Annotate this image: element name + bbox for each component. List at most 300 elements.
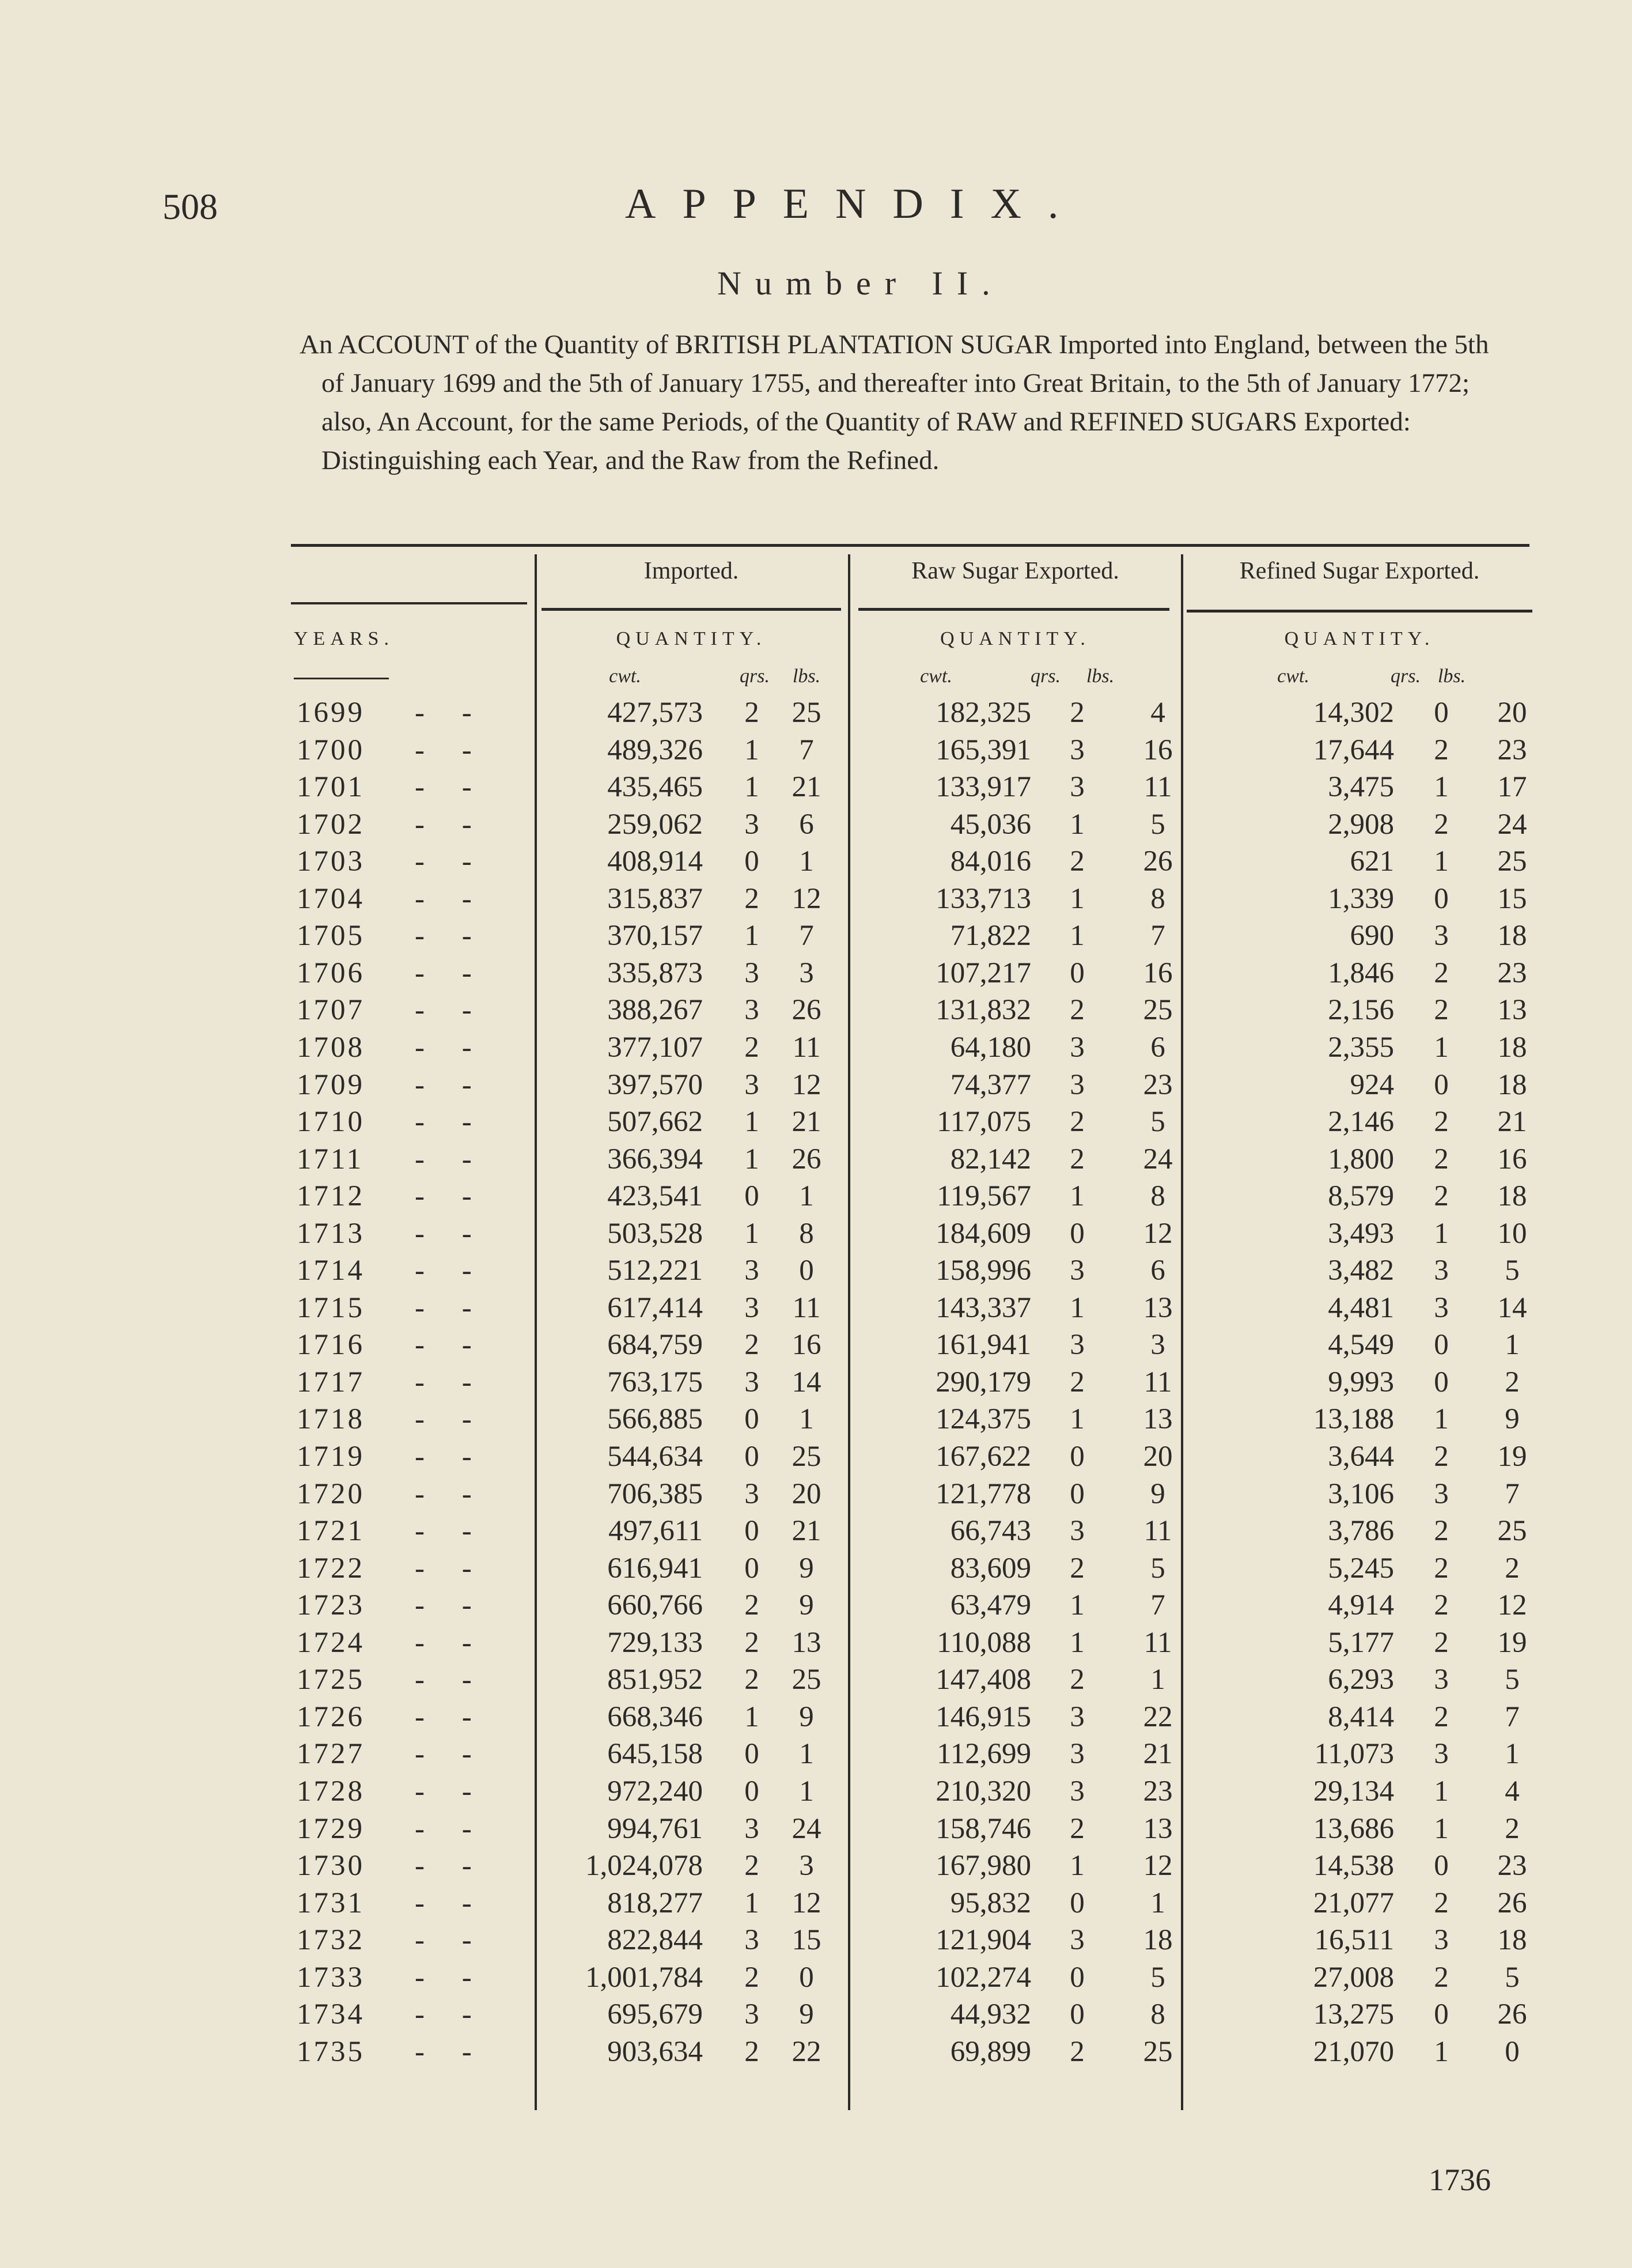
imported-cwt: 408,914: [607, 845, 703, 878]
imported-cwt: 435,465: [607, 771, 703, 804]
year-cell: 1729: [297, 1812, 365, 1845]
imported-qrs: 0: [744, 845, 759, 878]
refined-lbs: 19: [1497, 1626, 1527, 1659]
refined-qrs: 1: [1434, 1812, 1449, 1845]
imported-qrs: 2: [744, 1850, 759, 1883]
refined-qrs: 1: [1434, 2035, 1449, 2068]
raw-cwt: 121,778: [936, 1477, 1031, 1510]
imported-qrs: 3: [744, 808, 759, 841]
unit-cwt: cwt.: [920, 666, 952, 687]
raw-lbs: 16: [1143, 734, 1173, 766]
imported-cwt: 315,837: [607, 882, 703, 915]
imported-qrs: 2: [744, 1329, 759, 1362]
table-row: [288, 1326, 1532, 1363]
row-dash: - -: [415, 1589, 487, 1622]
years-divider-rule: [291, 602, 527, 604]
refined-qrs: 1: [1434, 1775, 1449, 1808]
refined-qrs: 2: [1434, 1143, 1449, 1175]
refined-qrs: 1: [1434, 771, 1449, 804]
refined-lbs: 12: [1497, 1589, 1527, 1622]
raw-cwt: 182,325: [936, 697, 1031, 729]
refined-qrs: 2: [1434, 1106, 1449, 1139]
year-cell: 1721: [297, 1515, 365, 1548]
refined-qrs: 1: [1434, 1403, 1449, 1436]
imported-lbs: 16: [792, 1329, 821, 1362]
raw-qrs: 3: [1070, 1068, 1085, 1101]
refined-cwt: 14,538: [1313, 1850, 1394, 1883]
table-row: [288, 992, 1532, 1029]
refined-cwt: 690: [1350, 920, 1394, 952]
raw-divider-rule: [858, 608, 1169, 611]
years-underline: [294, 678, 389, 679]
refined-cwt: 9,993: [1328, 1366, 1394, 1398]
table-row: [288, 1438, 1532, 1475]
refined-lbs: 2: [1505, 1366, 1520, 1398]
imported-lbs: 0: [799, 1961, 814, 1994]
imported-lbs: 14: [792, 1366, 821, 1398]
imported-qrs: 2: [744, 882, 759, 915]
imported-lbs: 7: [799, 920, 814, 952]
refined-lbs: 21: [1497, 1106, 1527, 1139]
raw-cwt: 158,746: [936, 1812, 1031, 1845]
refined-qrs: 0: [1434, 697, 1449, 729]
imported-cwt: 566,885: [607, 1403, 703, 1436]
imported-lbs: 1: [799, 1403, 814, 1436]
raw-cwt: 102,274: [936, 1961, 1031, 1994]
raw-lbs: 8: [1150, 1180, 1165, 1213]
refined-qrs: 2: [1434, 1700, 1449, 1733]
refined-lbs: 20: [1497, 697, 1527, 729]
raw-qrs: 2: [1070, 1143, 1085, 1175]
table-row: [288, 1067, 1532, 1103]
table-row: [288, 1699, 1532, 1736]
year-cell: 1714: [297, 1254, 365, 1287]
raw-lbs: 5: [1150, 1552, 1165, 1585]
year-cell: 1708: [297, 1031, 365, 1064]
raw-qrs: 3: [1070, 1329, 1085, 1362]
raw-cwt: 66,743: [950, 1515, 1031, 1548]
table-row: [288, 1476, 1532, 1513]
row-dash: - -: [415, 1626, 487, 1659]
imported-lbs: 12: [792, 1068, 821, 1101]
imported-divider-rule: [542, 608, 841, 611]
imported-cwt: 668,346: [607, 1700, 703, 1733]
imported-lbs: 3: [799, 1850, 814, 1883]
imported-cwt: 706,385: [607, 1477, 703, 1510]
imported-cwt: 366,394: [607, 1143, 703, 1175]
raw-lbs: 8: [1150, 882, 1165, 915]
row-dash: - -: [415, 1031, 487, 1064]
refined-qrs: 1: [1434, 845, 1449, 878]
refined-lbs: 2: [1505, 1812, 1520, 1845]
refined-qrs: 2: [1434, 1626, 1449, 1659]
raw-qrs: 3: [1070, 1031, 1085, 1064]
refined-lbs: 14: [1497, 1291, 1527, 1324]
refined-lbs: 7: [1505, 1477, 1520, 1510]
raw-lbs: 11: [1143, 1366, 1172, 1398]
unit-lbs: lbs.: [1437, 666, 1466, 687]
refined-lbs: 18: [1497, 1068, 1527, 1101]
imported-lbs: 6: [799, 808, 814, 841]
imported-lbs: 21: [792, 1106, 821, 1139]
imported-qrs: 0: [744, 1441, 759, 1473]
imported-cwt: 818,277: [607, 1887, 703, 1919]
refined-cwt: 5,245: [1328, 1552, 1394, 1585]
refined-cwt: 4,549: [1328, 1329, 1394, 1362]
refined-cwt: 1,846: [1328, 957, 1394, 989]
refined-cwt: 21,070: [1313, 2035, 1394, 2068]
raw-qrs: 0: [1070, 1887, 1085, 1919]
refined-cwt: 29,134: [1313, 1775, 1394, 1808]
imported-cwt: 503,528: [607, 1217, 703, 1250]
imported-lbs: 13: [792, 1626, 821, 1659]
refined-qrs: 2: [1434, 1441, 1449, 1473]
refined-lbs: 2: [1505, 1552, 1520, 1585]
imported-lbs: 21: [792, 771, 821, 804]
refined-lbs: 23: [1497, 957, 1527, 989]
raw-qrs: 2: [1070, 1552, 1085, 1585]
refined-lbs: 10: [1497, 1217, 1527, 1250]
imported-cwt: 684,759: [607, 1329, 703, 1362]
raw-qrs: 1: [1070, 1850, 1085, 1883]
row-dash: - -: [415, 1366, 487, 1398]
imported-lbs: 25: [792, 1664, 821, 1696]
refined-lbs: 23: [1497, 1850, 1527, 1883]
raw-lbs: 3: [1150, 1329, 1165, 1362]
refined-qrs: 2: [1434, 734, 1449, 766]
year-cell: 1704: [297, 882, 365, 915]
raw-qrs: 2: [1070, 1664, 1085, 1696]
imported-cwt: 397,570: [607, 1068, 703, 1101]
raw-qrs: 1: [1070, 920, 1085, 952]
imported-lbs: 8: [799, 1217, 814, 1250]
table-row: [288, 1922, 1532, 1959]
raw-qrs: 0: [1070, 1998, 1085, 2031]
refined-lbs: 5: [1505, 1254, 1520, 1287]
refined-cwt: 4,481: [1328, 1291, 1394, 1324]
raw-qrs: 3: [1070, 1924, 1085, 1957]
raw-qrs: 1: [1070, 1180, 1085, 1213]
refined-qrs: 2: [1434, 957, 1449, 989]
refined-cwt: 621: [1350, 845, 1394, 878]
imported-lbs: 9: [799, 1700, 814, 1733]
raw-lbs: 21: [1143, 1738, 1173, 1771]
table-row: [288, 2033, 1532, 2070]
imported-lbs: 21: [792, 1515, 821, 1548]
imported-cwt: 335,873: [607, 957, 703, 989]
imported-qrs: 0: [744, 1775, 759, 1808]
refined-lbs: 18: [1497, 1924, 1527, 1957]
row-dash: - -: [415, 1812, 487, 1845]
raw-lbs: 20: [1143, 1441, 1173, 1473]
refined-cwt: 21,077: [1313, 1887, 1394, 1919]
row-dash: - -: [415, 1961, 487, 1994]
raw-lbs: 11: [1143, 771, 1172, 804]
imported-cwt: 660,766: [607, 1589, 703, 1622]
raw-cwt: 143,337: [936, 1291, 1031, 1324]
refined-qrs: 0: [1434, 882, 1449, 915]
raw-lbs: 23: [1143, 1775, 1173, 1808]
table-row: [288, 1810, 1532, 1847]
raw-lbs: 7: [1150, 920, 1165, 952]
row-dash: - -: [415, 2035, 487, 2068]
row-dash: - -: [415, 1887, 487, 1919]
refined-lbs: 24: [1497, 808, 1527, 841]
year-cell: 1720: [297, 1477, 365, 1510]
imported-lbs: 25: [792, 1441, 821, 1473]
imported-heading: Imported.: [643, 558, 739, 584]
raw-lbs: 11: [1143, 1626, 1172, 1659]
refined-cwt: 2,355: [1328, 1031, 1394, 1064]
refined-qrs: 3: [1434, 920, 1449, 952]
refined-lbs: 0: [1505, 2035, 1520, 2068]
row-dash: - -: [415, 882, 487, 915]
imported-cwt: 851,952: [607, 1664, 703, 1696]
row-dash: - -: [415, 1477, 487, 1510]
imported-qrs: 2: [744, 1961, 759, 1994]
raw-cwt: 146,915: [936, 1700, 1031, 1733]
raw-cwt: 119,567: [937, 1180, 1031, 1213]
refined-qrs: 1: [1434, 1217, 1449, 1250]
year-cell: 1707: [297, 994, 365, 1027]
raw-cwt: 45,036: [950, 808, 1031, 841]
year-cell: 1702: [297, 808, 365, 841]
year-cell: 1731: [297, 1887, 365, 1919]
year-cell: 1733: [297, 1961, 365, 1994]
row-dash: - -: [415, 1329, 487, 1362]
refined-lbs: 19: [1497, 1441, 1527, 1473]
raw-qrs: 3: [1070, 1515, 1085, 1548]
year-cell: 1705: [297, 920, 365, 952]
imported-qrs: 2: [744, 1626, 759, 1659]
raw-cwt: 95,832: [950, 1887, 1031, 1919]
unit-qrs: qrs.: [1391, 666, 1421, 687]
imported-cwt: 695,679: [607, 1998, 703, 2031]
raw-qrs: 1: [1070, 882, 1085, 915]
imported-cwt: 507,662: [607, 1106, 703, 1139]
table-row: [288, 1550, 1532, 1587]
imported-qrs: 0: [744, 1515, 759, 1548]
table-row: [288, 843, 1532, 880]
year-cell: 1727: [297, 1738, 365, 1771]
raw-lbs: 22: [1143, 1700, 1173, 1733]
imported-lbs: 0: [799, 1254, 814, 1287]
account-description: An ACCOUNT of the Quantity of BRITISH PLANTATION SUGAR Imported into England, between the 5th of January 1699 and the 5th of January 1755, and thereafter into Great Britain, to the 5th of January 1772; also, An Account, for the same Periods, of the Quantity of RAW and REFINED SUGARS Exported: Distinguishing each Year, and the Raw from the Refined.: [300, 330, 1489, 475]
refined-cwt: 3,786: [1328, 1515, 1394, 1548]
refined-cwt: 1,339: [1328, 882, 1394, 915]
imported-lbs: 26: [792, 994, 821, 1027]
imported-cwt: 763,175: [607, 1366, 703, 1398]
row-dash: - -: [415, 1291, 487, 1324]
table-row: [288, 1624, 1532, 1661]
imported-cwt: 645,158: [607, 1738, 703, 1771]
row-dash: - -: [415, 1217, 487, 1250]
refined-lbs: 4: [1505, 1775, 1520, 1808]
imported-cwt: 423,541: [607, 1180, 703, 1213]
raw-lbs: 26: [1143, 845, 1173, 878]
refined-qrs: 3: [1434, 1254, 1449, 1287]
imported-qrs: 0: [744, 1403, 759, 1436]
imported-lbs: 9: [799, 1552, 814, 1585]
year-cell: 1706: [297, 957, 365, 989]
refined-lbs: 25: [1497, 1515, 1527, 1548]
quantity-heading-refined: QUANTITY.: [1284, 628, 1435, 649]
row-dash: - -: [415, 1143, 487, 1175]
imported-qrs: 1: [744, 1106, 759, 1139]
imported-lbs: 1: [799, 1180, 814, 1213]
row-dash: - -: [415, 1106, 487, 1139]
table-row: [288, 1029, 1532, 1066]
raw-qrs: 1: [1070, 808, 1085, 841]
refined-cwt: 3,106: [1328, 1477, 1394, 1510]
table-row: [288, 955, 1532, 992]
refined-lbs: 7: [1505, 1700, 1520, 1733]
years-heading: YEARS.: [294, 628, 394, 649]
raw-qrs: 2: [1070, 1366, 1085, 1398]
year-cell: 1718: [297, 1403, 365, 1436]
raw-qrs: 0: [1070, 1961, 1085, 1994]
imported-qrs: 3: [744, 957, 759, 989]
refined-lbs: 26: [1497, 1998, 1527, 2031]
table-row: [288, 1364, 1532, 1401]
year-cell: 1709: [297, 1068, 365, 1101]
refined-lbs: 17: [1497, 771, 1527, 804]
imported-cwt: 822,844: [607, 1924, 703, 1957]
refined-divider-rule: [1187, 610, 1532, 613]
imported-qrs: 2: [744, 1031, 759, 1064]
raw-lbs: 23: [1143, 1068, 1173, 1101]
imported-cwt: 972,240: [607, 1775, 703, 1808]
table-row: [288, 880, 1532, 917]
raw-cwt: 83,609: [950, 1552, 1031, 1585]
table-row: [288, 1513, 1532, 1549]
imported-lbs: 20: [792, 1477, 821, 1510]
refined-lbs: 15: [1497, 882, 1527, 915]
imported-lbs: 1: [799, 845, 814, 878]
refined-cwt: 2,156: [1328, 994, 1394, 1027]
row-dash: - -: [415, 1775, 487, 1808]
raw-qrs: 2: [1070, 1812, 1085, 1845]
refined-cwt: 8,414: [1328, 1700, 1394, 1733]
refined-qrs: 3: [1434, 1924, 1449, 1957]
refined-cwt: 3,644: [1328, 1441, 1394, 1473]
row-dash: - -: [415, 994, 487, 1027]
refined-lbs: 23: [1497, 734, 1527, 766]
imported-qrs: 3: [744, 1366, 759, 1398]
row-dash: - -: [415, 734, 487, 766]
raw-cwt: 290,179: [936, 1366, 1031, 1398]
refined-cwt: 3,493: [1328, 1217, 1394, 1250]
table-row: [288, 1178, 1532, 1215]
row-dash: - -: [415, 1254, 487, 1287]
section-heading: Number II.: [717, 264, 1004, 302]
year-cell: 1722: [297, 1552, 365, 1585]
raw-lbs: 13: [1143, 1291, 1173, 1324]
raw-lbs: 25: [1143, 2035, 1173, 2068]
imported-cwt: 1,001,784: [585, 1961, 703, 1994]
imported-lbs: 25: [792, 697, 821, 729]
refined-cwt: 14,302: [1313, 697, 1394, 729]
raw-cwt: 131,832: [936, 994, 1031, 1027]
table-row: [288, 1661, 1532, 1698]
quantity-heading-raw: QUANTITY.: [940, 628, 1090, 649]
refined-lbs: 5: [1505, 1664, 1520, 1696]
raw-cwt: 84,016: [950, 845, 1031, 878]
raw-cwt: 63,479: [950, 1589, 1031, 1622]
table-row: [288, 1215, 1532, 1252]
refined-cwt: 2,146: [1328, 1106, 1394, 1139]
imported-qrs: 1: [744, 734, 759, 766]
year-cell: 1711: [297, 1143, 364, 1175]
refined-qrs: 1: [1434, 1031, 1449, 1064]
table-row: [288, 806, 1532, 843]
imported-cwt: 616,941: [607, 1552, 703, 1585]
raw-qrs: 2: [1070, 994, 1085, 1027]
raw-lbs: 16: [1143, 957, 1173, 989]
row-dash: - -: [415, 1664, 487, 1696]
imported-lbs: 9: [799, 1589, 814, 1622]
raw-cwt: 133,713: [936, 882, 1031, 915]
raw-lbs: 18: [1143, 1924, 1173, 1957]
raw-cwt: 110,088: [937, 1626, 1031, 1659]
imported-qrs: 1: [744, 920, 759, 952]
raw-cwt: 82,142: [950, 1143, 1031, 1175]
refined-cwt: 1,800: [1328, 1143, 1394, 1175]
raw-qrs: 1: [1070, 1589, 1085, 1622]
table-row: [288, 1996, 1532, 2033]
imported-cwt: 259,062: [607, 808, 703, 841]
page-number: 508: [162, 186, 218, 227]
imported-qrs: 3: [744, 994, 759, 1027]
row-dash: - -: [415, 1552, 487, 1585]
imported-qrs: 2: [744, 2035, 759, 2068]
imported-qrs: 0: [744, 1552, 759, 1585]
raw-qrs: 2: [1070, 845, 1085, 878]
year-cell: 1712: [297, 1180, 365, 1213]
row-dash: - -: [415, 771, 487, 804]
table-row: [288, 1141, 1532, 1178]
unit-lbs: lbs.: [792, 666, 821, 687]
raw-qrs: 3: [1070, 734, 1085, 766]
raw-qrs: 0: [1070, 957, 1085, 989]
raw-cwt: 161,941: [936, 1329, 1031, 1362]
year-cell: 1719: [297, 1441, 365, 1473]
imported-qrs: 1: [744, 1700, 759, 1733]
imported-qrs: 1: [744, 1143, 759, 1175]
imported-lbs: 7: [799, 734, 814, 766]
table-row: [288, 917, 1532, 954]
imported-cwt: 427,573: [607, 697, 703, 729]
imported-cwt: 388,267: [607, 994, 703, 1027]
raw-cwt: 69,899: [950, 2035, 1031, 2068]
refined-qrs: 3: [1434, 1291, 1449, 1324]
raw-qrs: 0: [1070, 1441, 1085, 1473]
raw-lbs: 5: [1150, 808, 1165, 841]
raw-sugar-heading: Raw Sugar Exported.: [911, 558, 1119, 584]
raw-qrs: 3: [1070, 1738, 1085, 1771]
imported-lbs: 11: [792, 1291, 821, 1324]
imported-lbs: 15: [792, 1924, 821, 1957]
raw-cwt: 74,377: [950, 1068, 1031, 1101]
raw-cwt: 147,408: [936, 1664, 1031, 1696]
row-dash: - -: [415, 845, 487, 878]
imported-qrs: 0: [744, 1738, 759, 1771]
imported-cwt: 544,634: [607, 1441, 703, 1473]
table-row: [288, 1847, 1532, 1884]
unit-lbs: lbs.: [1086, 666, 1115, 687]
imported-cwt: 617,414: [607, 1291, 703, 1324]
year-cell: 1699: [297, 697, 365, 729]
